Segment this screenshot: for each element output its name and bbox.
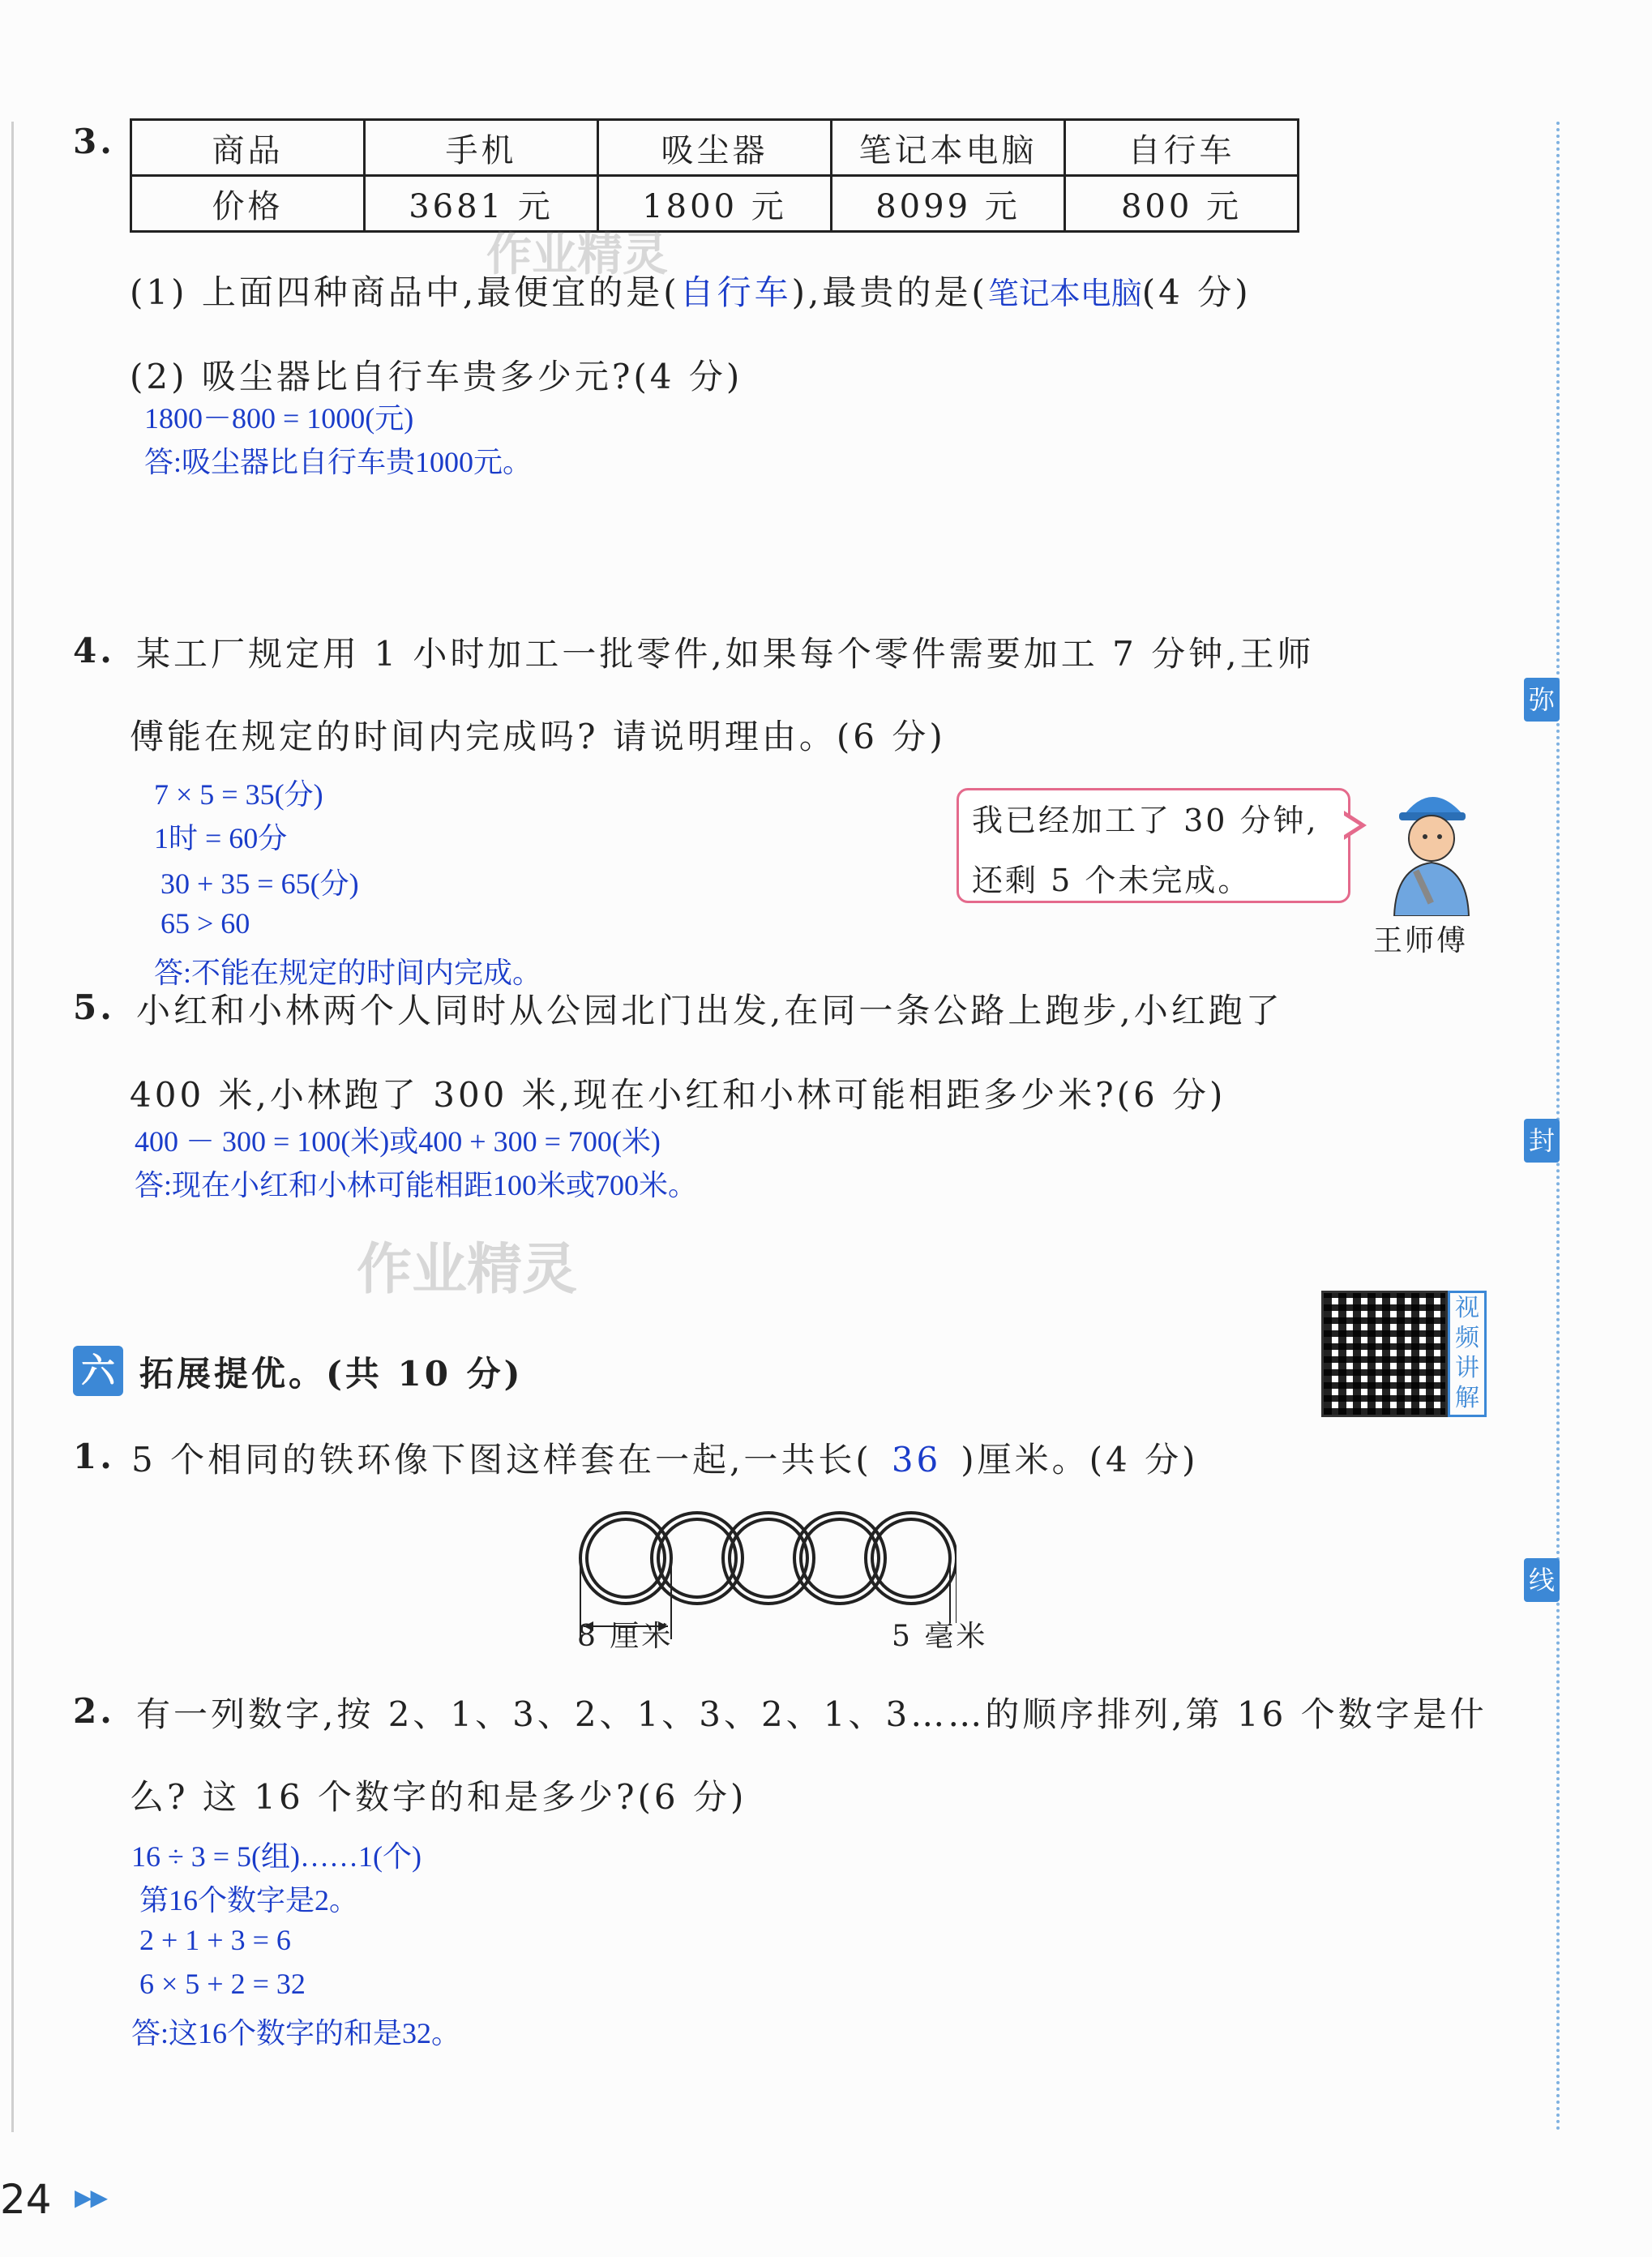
s6q2-line2: 么? 这 16 个数字的和是多少?(6 分) [130,1777,747,1817]
side-tag-mi: 弥 [1524,678,1560,722]
worker-figure-icon [1378,778,1483,916]
s6q2-answer-line1: 16 ÷ 3 = 5(组)……1(个) [131,1840,422,1873]
q4-answer-line5: 答:不能在规定的时间内完成。 [154,957,542,989]
s6q2-answer-line2: 第16个数字是2。 [139,1884,359,1917]
speech-bubble [957,788,1350,903]
q5-line2: 400 米,小林跑了 300 米,现在小红和小林可能相距多少米?(6 分) [130,1075,1226,1115]
q3-part1-text-c: (4 分) [1141,272,1252,312]
table-cell: 8099 元 [832,176,1065,232]
table-cell: 吸尘器 [598,120,832,176]
s6q2-answer-line3: 2 + 1 + 3 = 6 [139,1924,291,1956]
arrow-icon: ▶▶ [75,2184,107,2211]
speech-bubble-tail-inner [1342,814,1359,837]
q4-answer-line4: 65 > 60 [160,907,250,940]
bubble-line2: 还剩 5 个未完成。 [972,863,1252,898]
table-row [131,176,1299,232]
page-number: 24 [0,2176,52,2223]
q3-part1-text-b: ),最贵的是( [791,272,988,312]
q3-answer-most-expensive: 笔记本电脑 [987,276,1142,311]
ring-diameter-label: 8 厘米 [577,1620,674,1653]
s6q1-answer: 36 [891,1440,942,1480]
table-row [131,120,1299,176]
q5-answer-line2: 答:现在小红和小林可能相距100米或700米。 [135,1169,698,1201]
table-cell: 手机 [365,120,598,176]
ring-thickness-label: 5 毫米 [892,1620,988,1653]
table-cell: 商品 [131,120,365,176]
table-cell: 1800 元 [598,176,832,232]
side-tag-xian: 线 [1524,1558,1560,1602]
bubble-line1: 我已经加工了 30 分钟, [972,803,1319,838]
q4-line2: 傅能在规定的时间内完成吗? 请说明理由。(6 分) [130,717,946,756]
s6q1-text [131,1433,1199,1482]
s6q1-text-a: 5 个相同的铁环像下图这样套在一起,一共长( [131,1440,872,1480]
q3-part1-text-a: (1) 上面四种商品中,最便宜的是( [130,272,680,312]
q4-number: 4. [73,631,115,670]
q3-number: 3. [73,122,115,161]
s6q1-text-b: )厘米。(4 分) [961,1440,1199,1480]
s6q1-number: 1. [73,1437,115,1476]
section-six-badge: 六 [73,1346,123,1396]
q4-answer-line2: 1时 = 60分 [154,822,288,854]
q3-answer-cheapest: 自行车 [679,272,792,312]
table-cell: 自行车 [1065,120,1299,176]
q5-number: 5. [73,987,115,1027]
section-six-title: 拓展提优。(共 10 分) [139,1354,524,1394]
video-explain-label[interactable]: 视频讲解 [1448,1291,1487,1417]
q5-line1: 小红和小林两个人同时从公园北门出发,在同一条公路上跑步,小红跑了 [136,991,1283,1030]
q3-part1 [130,266,1252,315]
side-tag-feng: 封 [1524,1119,1560,1163]
s6q2-line1: 有一列数字,按 2、1、3、2、1、3、2、1、3……的顺序排列,第 16 个数字是什 [136,1694,1487,1734]
s6q2-answer-line5: 答:这16个数字的和是32。 [131,2017,461,2049]
left-margin-rule [11,122,14,2132]
table-cell: 3681 元 [365,176,598,232]
q3-answer-line2: 答:吸尘器比自行车贵1000元。 [144,446,533,478]
q4-answer-line1: 7 × 5 = 35(分) [154,778,323,811]
qr-code-icon[interactable] [1321,1291,1448,1417]
s6q2-number: 2. [73,1691,115,1731]
worker-caption: 王师傅 [1373,924,1469,957]
watermark: 作业精灵 [357,1238,578,1302]
table-cell: 笔记本电脑 [832,120,1065,176]
table-cell: 价格 [131,176,365,232]
q3-part2: (2) 吸尘器比自行车贵多少元?(4 分) [130,357,743,396]
price-table [130,118,1299,233]
watermark: 作业精灵 [486,229,668,281]
s6q2-answer-line4: 6 × 5 + 2 = 32 [139,1968,306,2000]
table-cell: 800 元 [1065,176,1299,232]
q4-line1: 某工厂规定用 1 小时加工一批零件,如果每个零件需要加工 7 分钟,王师 [136,634,1315,674]
q3-answer-line1: 1800－800 = 1000(元) [144,402,414,435]
q4-answer-line3: 30 + 35 = 65(分) [160,867,359,900]
q5-answer-line1: 400 － 300 = 100(米)或400 + 300 = 700(米) [135,1125,661,1158]
